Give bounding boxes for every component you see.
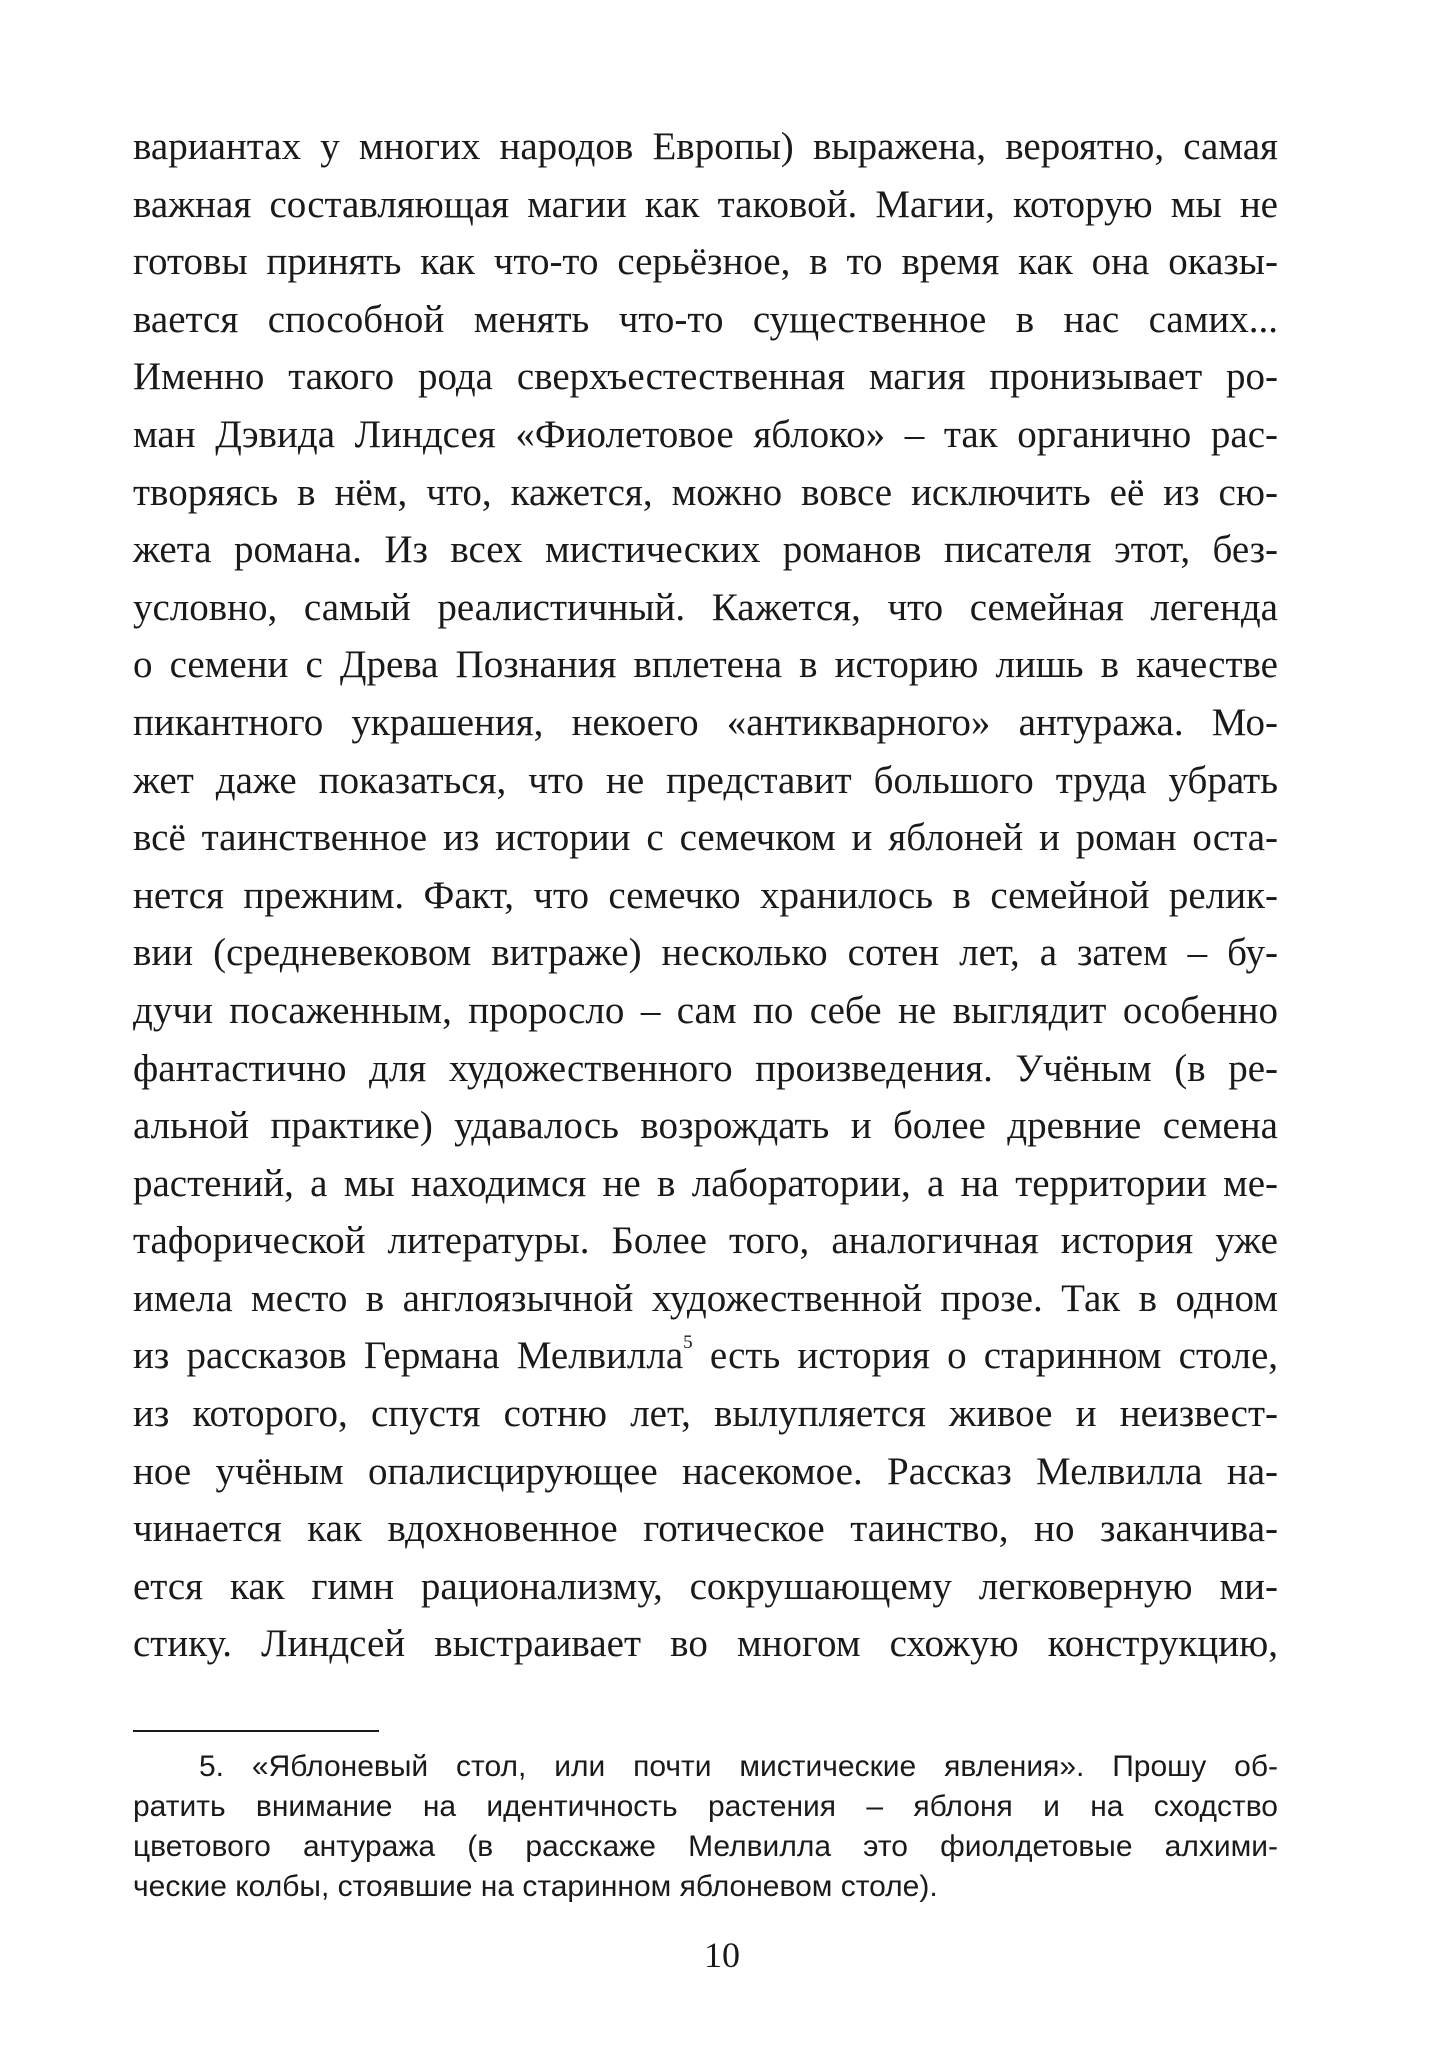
footnote (133, 1747, 1278, 1907)
text-segment: есть история о старинном столе, (692, 1334, 1279, 1378)
text-line: готовы принять как что-то серьёзное, в то время как она оказы- (133, 240, 1278, 284)
text-line: тафорической литературы. Более того, аналогичная история уже (133, 1219, 1278, 1263)
footnote-line: ратить внимание на идентичность растения – яблоня и на сходство (133, 1790, 1278, 1823)
footnote-line: ческие колбы, стоявшие на старинном яблоневом столе). (133, 1870, 938, 1903)
footnote-reference: 5 (683, 1332, 693, 1354)
text-line: всё таинственное из истории с семечком и яблоней и роман оста- (133, 816, 1278, 860)
text-line: чинается как вдохновенное готическое таинство, но заканчива- (133, 1507, 1278, 1551)
text-line: ман Дэвида Линдсея «Фиолетовое яблоко» – так органично рас- (133, 412, 1278, 456)
text-line: жет даже показаться, что не представит большого труда убрать (133, 758, 1278, 802)
text-line: вии (средневековом витраже) несколько сотен лет, а затем – бу- (133, 931, 1278, 975)
text-line-with-footnote-ref (133, 1327, 1278, 1385)
text-line: альной практике) удавалось возрождать и более древние семена (133, 1104, 1278, 1148)
text-line: растений, а мы находимся не в лаборатории, а на территории ме- (133, 1161, 1278, 1205)
text-line: жета романа. Из всех мистических романов писателя этот, без- (133, 528, 1278, 572)
main-paragraph (133, 118, 1278, 1673)
text-line: нется прежним. Факт, что семечко хранилось в семейной релик- (133, 873, 1278, 917)
text-line: ное учёным опалисцирующее насекомое. Рассказ Мелвилла на- (133, 1449, 1278, 1493)
text-line: дучи посаженным, проросло – сам по себе не выглядит особенно (133, 988, 1278, 1032)
footnote-separator (133, 1730, 379, 1732)
text-line: Именно такого рода сверхъестественная магия пронизывает ро- (133, 355, 1278, 399)
text-line: из которого, спустя сотню лет, вылупляется живое и неизвест- (133, 1392, 1278, 1436)
text-line: условно, самый реалистичный. Кажется, что семейная легенда (133, 585, 1278, 629)
text-line: вариантах у многих народов Европы) выражена, вероятно, самая (133, 125, 1278, 168)
text-line: важная составляющая магии как таковой. Магии, которую мы не (133, 182, 1278, 226)
text-line: пикантного украшения, некоего «антикварного» антуража. Мо- (133, 700, 1278, 744)
footnote-line: 5. «Яблоневый стол, или почти мистические явления». Прошу об- (199, 1750, 1278, 1783)
text-line: стику. Линдсей выстраивает во многом схожую конструкцию, (133, 1622, 1278, 1666)
footnote-line: цветового антуража (в расскаже Мелвилла это фиолдетовые алхими- (133, 1830, 1278, 1863)
text-line: творяясь в нём, что, кажется, можно вовсе исключить её из сю- (133, 470, 1278, 514)
text-line: вается способной менять что-то существенное в нас самих... (133, 297, 1278, 341)
text-line: о семени с Древа Познания вплетена в историю лишь в качестве (133, 643, 1278, 687)
text-line: имела место в англоязычной художественной прозе. Так в одном (133, 1276, 1278, 1320)
text-line: фантастично для художественного произведения. Учёным (в ре- (133, 1046, 1278, 1090)
text-line: ется как гимн рационализму, сокрушающему легковерную ми- (133, 1564, 1278, 1608)
page-number: 10 (704, 1935, 740, 1975)
text-segment: из рассказов Германа Мелвилла (133, 1334, 684, 1378)
